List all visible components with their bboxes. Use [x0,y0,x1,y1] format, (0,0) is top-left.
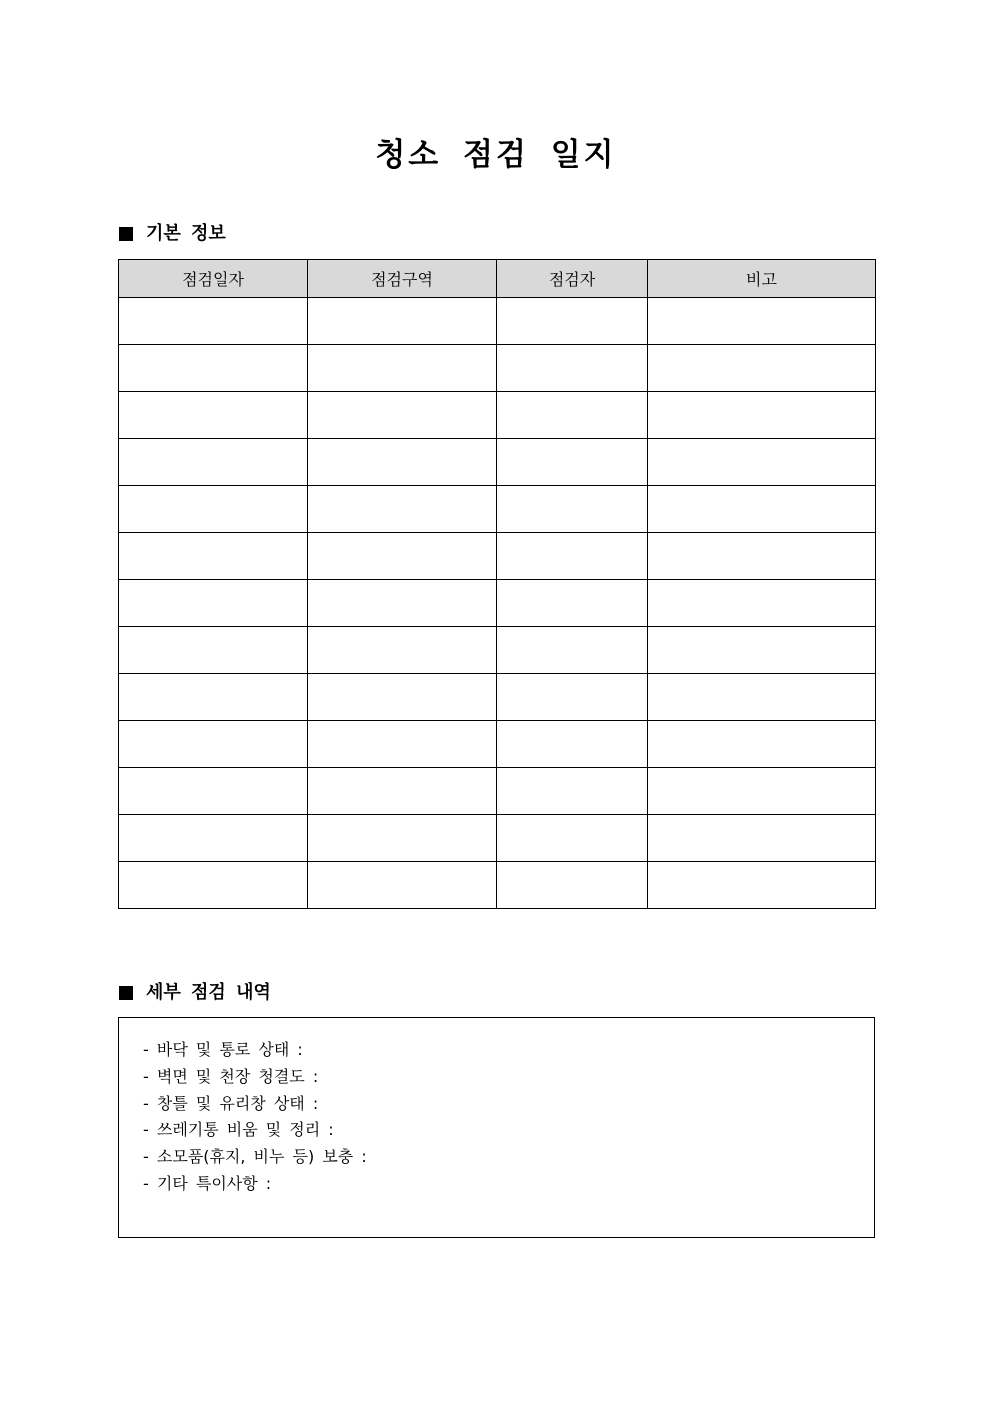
section-heading-basic-info [119,222,226,246]
table-cell[interactable] [119,392,308,439]
column-header-area: 점검구역 [308,260,497,298]
table-cell[interactable] [308,298,497,345]
table-cell[interactable] [308,862,497,909]
detail-box [118,1017,875,1238]
detail-checklist [119,1018,874,1198]
table-cell[interactable] [497,298,648,345]
table-cell[interactable] [119,862,308,909]
table-cell[interactable] [648,721,876,768]
column-header-inspector: 점검자 [497,260,648,298]
table-cell[interactable] [648,580,876,627]
black-square-icon [119,986,133,1000]
table-cell[interactable] [497,392,648,439]
table-cell[interactable] [308,815,497,862]
table-cell[interactable] [648,392,876,439]
table-cell[interactable] [308,580,497,627]
table-cell[interactable] [308,392,497,439]
table-cell[interactable] [648,486,876,533]
table-cell[interactable] [648,862,876,909]
table-cell[interactable] [119,345,308,392]
table-row [119,862,876,909]
table-row [119,486,876,533]
checklist-item: - 창틀 및 유리창 상태 : [143,1093,319,1113]
table-cell[interactable] [497,439,648,486]
table-cell[interactable] [308,674,497,721]
table-cell[interactable] [119,768,308,815]
table-cell[interactable] [119,439,308,486]
table-row [119,533,876,580]
table-cell[interactable] [119,721,308,768]
checklist-item: - 바닥 및 통로 상태 : [143,1040,303,1059]
black-square-icon [119,227,133,241]
page-title: 청소 점검 일지 [375,137,617,173]
table-row [119,580,876,627]
table-cell[interactable] [497,627,648,674]
table-cell[interactable] [308,768,497,815]
table-cell[interactable] [648,768,876,815]
table-cell[interactable] [648,815,876,862]
checklist-item: - 쓰레기통 비움 및 정리 : [143,1120,334,1140]
table-cell[interactable] [497,768,648,815]
table-cell[interactable] [497,674,648,721]
table-cell[interactable] [648,627,876,674]
table-row [119,392,876,439]
table-cell[interactable] [119,674,308,721]
table-row [119,298,876,345]
table-cell[interactable] [497,345,648,392]
table-cell[interactable] [119,486,308,533]
table-cell[interactable] [119,627,308,674]
table-cell[interactable] [497,580,648,627]
table-row [119,345,876,392]
checklist-item: - 소모품(휴지, 비누 등) 보충 : [143,1147,367,1167]
table-row [119,721,876,768]
table-cell[interactable] [497,815,648,862]
table-cell[interactable] [497,721,648,768]
section-heading-label: 기본 정보 [146,223,226,244]
table-row [119,768,876,815]
table-cell[interactable] [308,721,497,768]
table-cell[interactable] [308,345,497,392]
table-cell[interactable] [119,580,308,627]
table-cell[interactable] [648,345,876,392]
table-cell[interactable] [308,486,497,533]
column-header-remarks: 비고 [648,260,876,298]
table-cell[interactable] [497,862,648,909]
column-header-date: 점검일자 [119,260,308,298]
table-row [119,674,876,721]
table-header-row [119,260,876,298]
table-cell[interactable] [497,533,648,580]
table-cell[interactable] [648,533,876,580]
checklist-item: - 벽면 및 천장 청결도 : [143,1066,319,1086]
table-cell[interactable] [308,439,497,486]
table-row [119,815,876,862]
table-cell[interactable] [119,815,308,862]
table-cell[interactable] [648,439,876,486]
table-row [119,627,876,674]
section-heading-detail [119,981,271,1005]
table-cell[interactable] [648,674,876,721]
table-cell[interactable] [308,627,497,674]
section-heading-label: 세부 점검 내역 [146,982,271,1003]
table-row [119,439,876,486]
table-cell[interactable] [119,533,308,580]
table-cell[interactable] [308,533,497,580]
table-cell[interactable] [119,298,308,345]
table-cell[interactable] [497,486,648,533]
checklist-item: - 기타 특이사항 : [143,1173,272,1193]
basic-info-table [118,259,876,909]
table-cell[interactable] [648,298,876,345]
